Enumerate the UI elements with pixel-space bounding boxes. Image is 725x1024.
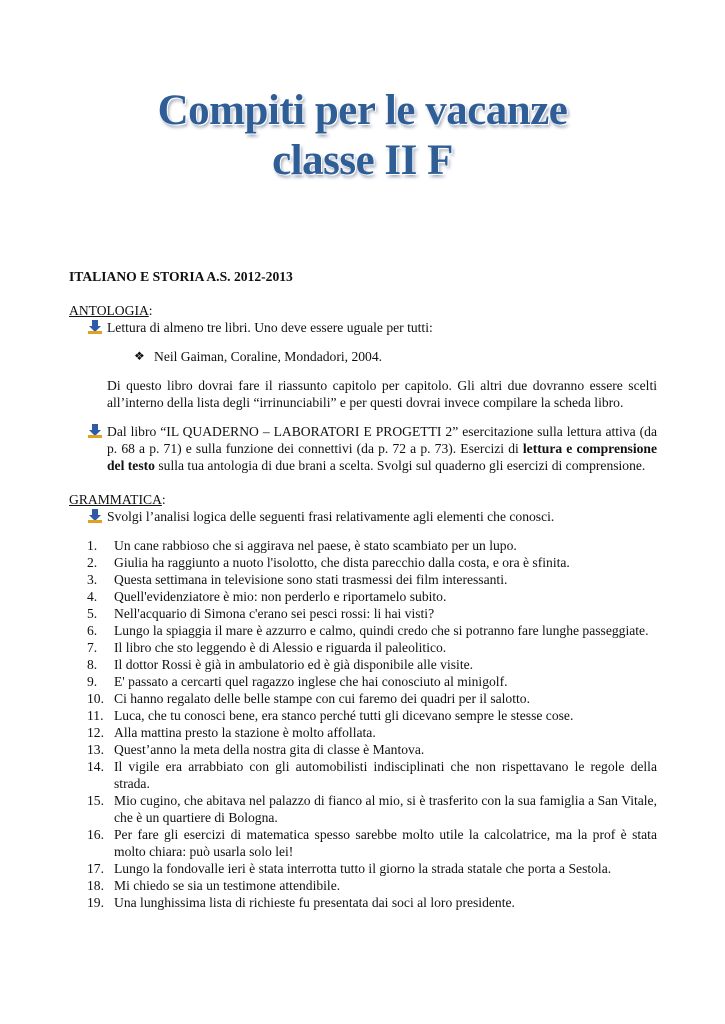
list-item-number: 17. <box>87 861 104 876</box>
list-item-number: 15. <box>87 793 104 808</box>
document-body <box>69 268 657 911</box>
list-item <box>87 537 657 554</box>
list-item-number: 5. <box>87 606 98 621</box>
antologia-bullet-2 <box>87 423 657 474</box>
list-item-text: Ci hanno regalato delle belle stampe con cui faremo dei quadri per il salotto. <box>114 691 530 706</box>
list-item-number: 11. <box>87 708 104 723</box>
document-title <box>0 86 725 186</box>
list-item-number: 2. <box>87 555 98 570</box>
list-item <box>87 571 657 588</box>
arrow-down-bullet-icon <box>87 508 107 525</box>
grammatica-bullet-text: Svolgi l’analisi logica delle seguenti frasi relativamente agli elementi che conosci. <box>107 509 555 524</box>
list-item <box>87 894 657 911</box>
list-item-text: Lungo la spiaggia il mare è azzurro e calmo, quindi credo che si potranno fare lunghe passeggiate. <box>114 623 649 638</box>
list-item <box>87 622 657 639</box>
list-item-text: Il vigile era arrabbiato con gli automobilisti indisciplinati che non rispettavano le regole della strada. <box>114 759 657 791</box>
list-item <box>87 792 657 826</box>
arrow-down-bullet-icon <box>87 423 107 440</box>
list-item-number: 6. <box>87 623 98 638</box>
list-item <box>87 673 657 690</box>
list-item <box>87 741 657 758</box>
list-item-text: Quell'evidenziatore è mio: non perderlo e riportamelo subito. <box>114 589 447 604</box>
arrow-down-bullet-icon <box>87 319 107 336</box>
list-item <box>87 554 657 571</box>
list-item <box>87 656 657 673</box>
bold-phrase: lettura e comprensione del testo <box>107 441 658 473</box>
list-item-text: Quest’anno la meta della nostra gita di classe è Mantova. <box>114 742 425 757</box>
list-item-text: Giulia ha raggiunto a nuoto l'isolotto, che dista parecchio dalla costa, e ora è sfinita. <box>114 555 570 570</box>
list-item-number: 4. <box>87 589 98 604</box>
antologia-label: ANTOLOGIA: <box>69 303 153 318</box>
list-item-text: Un cane rabbioso che si aggirava nel paese, è stato scambiato per un lupo. <box>114 538 517 553</box>
antologia-paragraph: Di questo libro dovrai fare il riassunto capitolo per capitolo. Gli altri due dovranno essere scelti all’interno della lista degli “irrinunciabili” e per questi dovrai invece compilare la scheda libro. <box>107 378 657 410</box>
list-item-text: Mio cugino, che abitava nel palazzo di fianco al mio, si è trasferito con la sua famiglia a San Vitale, che è un quartiere di Bologna. <box>114 793 657 825</box>
book-text: Neil Gaiman, Coraline, Mondadori, 2004. <box>154 349 383 364</box>
list-item-number: 1. <box>87 538 98 553</box>
list-item <box>87 605 657 622</box>
list-item-number: 10. <box>87 691 104 706</box>
book-item <box>134 348 657 365</box>
list-item-number: 9. <box>87 674 98 689</box>
sentence-list <box>69 537 657 911</box>
list-item-number: 13. <box>87 742 104 757</box>
list-item-text: E' passato a cercarti quel ragazzo inglese che hai conosciuto al minigolf. <box>114 674 508 689</box>
list-item-text: Una lunghissima lista di richieste fu presentata dai soci al loro presidente. <box>114 895 515 910</box>
list-item-number: 18. <box>87 878 104 893</box>
list-item-number: 8. <box>87 657 98 672</box>
list-item-number: 19. <box>87 895 104 910</box>
list-item-text: Mi chiedo se sia un testimone attendibile. <box>114 878 341 893</box>
list-item <box>87 724 657 741</box>
section-heading: ITALIANO E STORIA A.S. 2012-2013 <box>69 269 293 284</box>
list-item-text: Alla mattina presto la stazione è molto affollata. <box>114 725 376 740</box>
list-item <box>87 877 657 894</box>
list-item-number: 3. <box>87 572 98 587</box>
list-item <box>87 690 657 707</box>
list-item <box>87 758 657 792</box>
diamond-bullet-icon: ❖ <box>134 349 145 363</box>
list-item-text: Nell'acquario di Simona c'erano sei pesci rossi: li hai visti? <box>114 606 435 621</box>
list-item-text: Il libro che sto leggendo è di Alessio e riguarda il paleolitico. <box>114 640 447 655</box>
list-item-number: 12. <box>87 725 104 740</box>
list-item <box>87 860 657 877</box>
title-line-2: classe II F <box>272 137 453 184</box>
antologia-bullet-2-text: Dal libro “IL QUADERNO – LABORATORI E PROGETTI 2” esercitazione sulla lettura attiva (da p. 68 a p. 71) e sulla funzione dei connettivi (da p. 72 a p. 73). Esercizi di lettura e comprensione del testo sulla tua antologia di due brani a scelta. Svolgi sul quaderno gli esercizi di comprensione. <box>107 424 658 473</box>
list-item-text: Per fare gli esercizi di matematica spesso sarebbe molto utile la calcolatrice, ma la prof è stata molto chiara: può usarla solo lei! <box>114 827 657 859</box>
list-item-text: Luca, che tu conosci bene, era stanco perché tutti gli dicevano sempre le stesse cose. <box>114 708 574 723</box>
list-item <box>87 639 657 656</box>
grammatica-label: GRAMMATICA: <box>69 492 166 507</box>
grammatica-bullet <box>87 508 657 525</box>
list-item-text: Il dottor Rossi è già in ambulatorio ed è già disponibile alle visite. <box>114 657 474 672</box>
antologia-bullet-1 <box>87 319 657 336</box>
list-item-number: 7. <box>87 640 98 655</box>
list-item-text: Lungo la fondovalle ieri è stata interrotta tutto il giorno la strada statale che porta a Sestola. <box>114 861 612 876</box>
list-item <box>87 588 657 605</box>
list-item <box>87 826 657 860</box>
list-item-text: Questa settimana in televisione sono stati trasmessi dei film interessanti. <box>114 572 508 587</box>
title-line-1: Compiti per le vacanze <box>157 87 568 134</box>
antologia-bullet-1-text: Lettura di almeno tre libri. Uno deve essere uguale per tutti: <box>107 320 433 335</box>
list-item-number: 14. <box>87 759 104 774</box>
list-item <box>87 707 657 724</box>
list-item-number: 16. <box>87 827 104 842</box>
